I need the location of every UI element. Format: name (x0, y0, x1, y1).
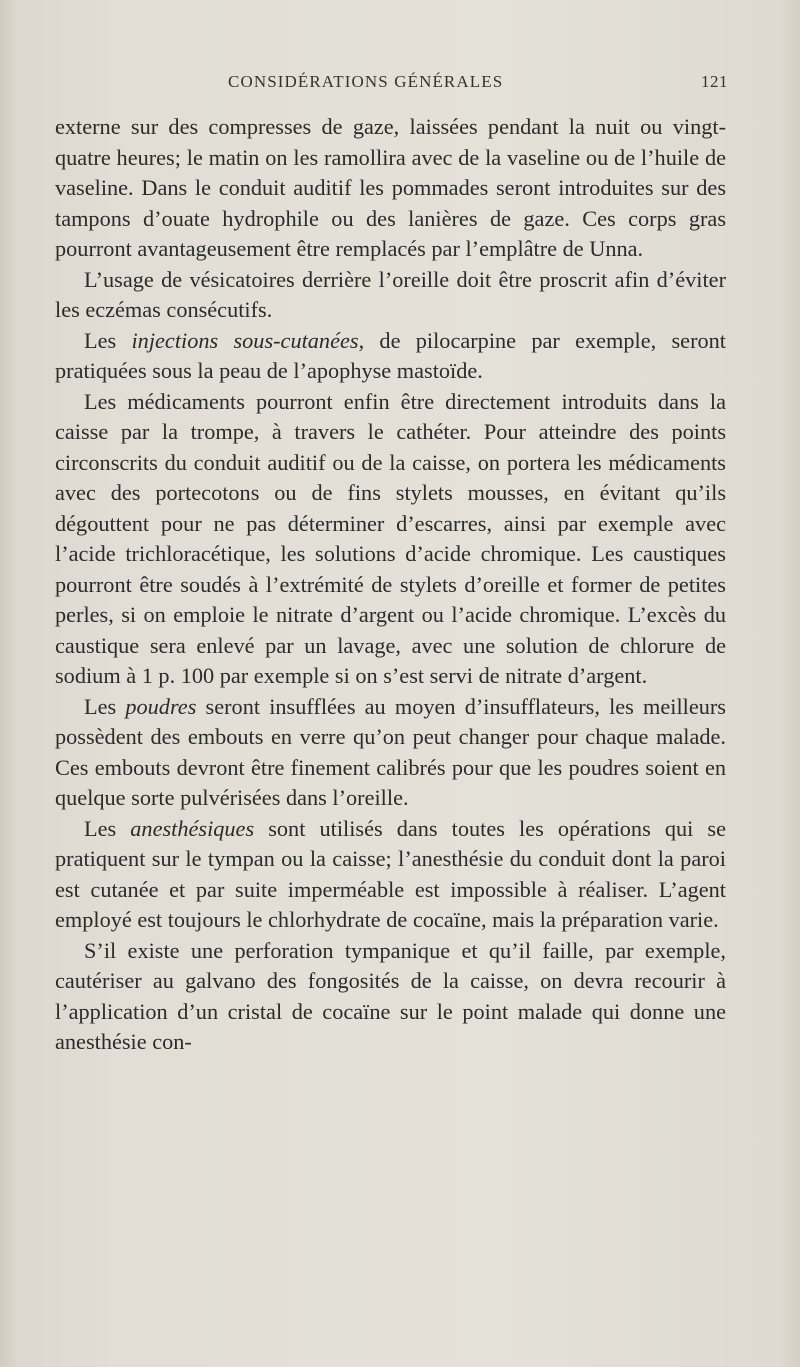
page-number: 121 (701, 72, 728, 91)
paragraph (55, 814, 726, 936)
italic-term: injections sous-cutanées (131, 327, 359, 353)
paragraph (55, 387, 726, 692)
body-text (55, 112, 726, 1058)
paragraph (55, 692, 726, 814)
paragraph (55, 112, 726, 265)
paragraph (55, 936, 726, 1058)
paragraph (55, 265, 726, 326)
text-segment: L’usage de vésicatoires derrière l’oreille doit être proscrit afin d’éviter les eczémas consécutifs. (55, 266, 726, 322)
text-segment: , de pilocarpine par exemple, seront pratiquées sous la peau de l’apophyse mastoïde. (55, 327, 726, 383)
text-segment: Les (84, 327, 132, 353)
italic-term: anesthésiques (130, 815, 255, 841)
paragraph (55, 326, 726, 387)
text-segment: Les médicaments pourront enfin être directement introduits dans la caisse par la trompe, à travers le cathéter. Pour atteindre des points circonscrits du conduit auditif ou de la caisse, on portera les médicaments avec des portecotons ou de fins stylets mousses, en évitant qu’ils dégouttent pour ne pas déterminer d’escarres, ainsi par exemple avec l’acide trichloracétique, les solutions d’acide chromique. Les caustiques pourront être soudés à l’extrémité de stylets d’oreille et former de petites perles, si on emploie le nitrate d’argent ou l’acide chromique. L’excès du caustique sera enlevé par un lavage, avec une solution de chlorure de sodium à 1 p. 100 par exemple si on s’est servi de nitrate d’argent. (55, 388, 726, 688)
text-segment: Les (84, 815, 131, 841)
chapter-title: CONSIDÉRATIONS GÉNÉRALES (228, 72, 504, 91)
text-segment: S’il existe une perforation tympanique et qu’il faille, par exemple, cautériser au galvano des fongosités de la caisse, on devra recourir à l’application d’un cristal de cocaïne sur le point malade qui donne une anesthésie con- (55, 937, 726, 1054)
text-segment: seront insufflées au moyen d’insufflateurs, les meilleurs possèdent des embouts en verre qu’on peut changer pour chaque malade. Ces embouts devront être finement calibrés pour que les poudres soient en quelque sorte pulvérisées dans l’oreille. (55, 693, 726, 810)
text-segment: sont utilisés dans toutes les opérations qui se pratiquent sur le tympan ou la caisse; l’anesthésie du conduit dont la paroi est cutanée et par suite imperméable est impossible à réaliser. L’agent employé est toujours le chlorhydrate de cocaïne, mais la préparation varie. (55, 815, 726, 932)
text-segment: externe sur des compresses de gaze, laissées pendant la nuit ou vingt-quatre heures; le matin on les ramollira avec de la vaseline ou de l’huile de vaseline. Dans le conduit auditif les pommades seront introduites sur des tampons d’ouate hydrophile ou des lanières de gaze. Ces corps gras pourront avantageusement être remplacés par l’emplâtre de Unna. (55, 114, 726, 261)
running-head (228, 72, 728, 96)
italic-term: poudres (125, 693, 197, 719)
text-segment: Les (84, 693, 126, 719)
